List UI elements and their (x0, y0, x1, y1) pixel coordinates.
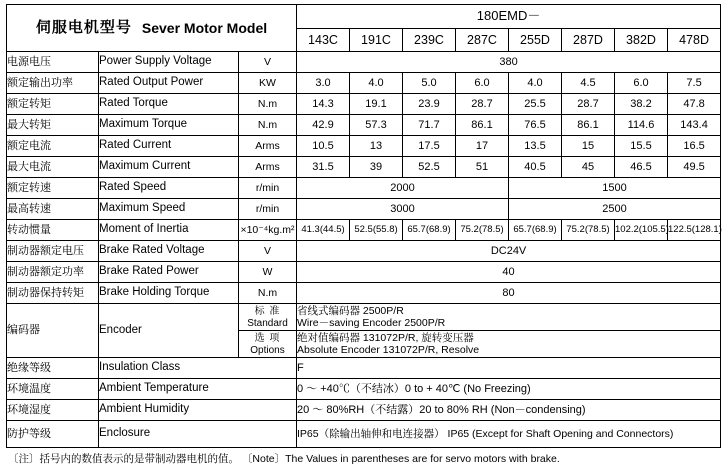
cell-value-group-d: 2500 (509, 199, 721, 220)
cell-value: 65.7(68.9) (403, 220, 456, 241)
row-label-cn: 额定转矩 (7, 94, 99, 115)
row-unit: r/min (239, 178, 297, 199)
cell-value: 28.7 (562, 94, 615, 115)
cell-value: 102.2(105.5) (615, 220, 668, 241)
encoder-standard-value-en: Wire－saving Encoder 2500P/R (297, 317, 446, 329)
cell-value: 17 (456, 136, 509, 157)
cell-value: 14.3 (297, 94, 350, 115)
table-row (7, 220, 721, 241)
table-row (7, 379, 721, 400)
row-unit: N.m (239, 94, 297, 115)
cell-value: 4.0 (350, 73, 403, 94)
row-label-en: Rated Torque (99, 94, 239, 115)
encoder-options-value-cn: 绝对值编码器 131072P/R, 旋转变压器 (297, 331, 474, 344)
row-label-cn: 转动惯量 (7, 220, 99, 241)
cell-value: 71.7 (403, 115, 456, 136)
row-label-en: Power Supply Voltage (99, 52, 239, 73)
row-value-en: 20 to 80% RH (Non－condensing) (419, 403, 586, 416)
row-label-cn: 额定输出功率 (7, 73, 99, 94)
table-row (7, 199, 721, 220)
row-label-cn: 制动器额定电压 (7, 241, 99, 262)
cell-value: 28.7 (456, 94, 509, 115)
cell-value: 4.5 (562, 73, 615, 94)
row-label-cn: 制动器保持转矩 (7, 283, 99, 304)
table-row (7, 157, 721, 178)
row-value-cn: 0 ～ +40℃（不结冰） (297, 382, 405, 395)
cell-value: 6.0 (456, 73, 509, 94)
row-label-cn: 环境湿度 (7, 400, 99, 421)
table-row (7, 136, 721, 157)
column-header-0: 143C (297, 29, 350, 52)
cell-value: 86.1 (562, 115, 615, 136)
row-unit: KW (239, 73, 297, 94)
row-value-span: 380 (297, 52, 721, 73)
encoder-options-value-en: Absolute Encoder 131072P/R, Resolve (297, 344, 480, 356)
header-title-cn: 伺服电机型号 (35, 19, 132, 37)
row-label-en: Brake Rated Voltage (99, 241, 239, 262)
cell-value: 38.2 (615, 94, 668, 115)
motor-spec-table (6, 4, 721, 448)
row-unit: V (239, 241, 297, 262)
table-row-encoder-standard (7, 304, 721, 331)
footnote: 〔注〕括号内的数值表示的是带制动器电机的值。 〔Note〕The Values in parentheses are for servo motors with brake. (8, 453, 560, 465)
cell-value: 47.8 (668, 94, 721, 115)
row-unit: r/min (239, 199, 297, 220)
row-label-cn: 电源电压 (7, 52, 99, 73)
cell-value: 16.5 (668, 136, 721, 157)
column-header-1: 191C (350, 29, 403, 52)
row-label-cn: 额定转速 (7, 178, 99, 199)
cell-value: 39 (350, 157, 403, 178)
cell-value: 3.0 (297, 73, 350, 94)
cell-value: 57.3 (350, 115, 403, 136)
column-header-2: 239C (403, 29, 456, 52)
encoder-options-value (297, 331, 721, 358)
encoder-label-cn: 编码器 (7, 304, 99, 358)
row-unit: W (239, 262, 297, 283)
cell-value: 76.5 (509, 115, 562, 136)
cell-value: 52.5 (403, 157, 456, 178)
cell-value: 49.5 (668, 157, 721, 178)
cell-value: 15 (562, 136, 615, 157)
cell-value: 41.3(44.5) (297, 220, 350, 241)
cell-value: 143.4 (668, 115, 721, 136)
row-value-en: 0 to + 40℃ (No Freezing) (404, 382, 531, 395)
encoder-option-label-standard (239, 304, 297, 331)
table-row (7, 94, 721, 115)
row-label-en: Brake Rated Power (99, 262, 239, 283)
cell-value: 5.0 (403, 73, 456, 94)
cell-value-group-c: 2000 (297, 178, 509, 199)
encoder-standard-label-en: Standard (247, 318, 288, 329)
header-title-cell (7, 5, 297, 52)
row-value: F (297, 358, 721, 379)
column-header-5: 287D (562, 29, 615, 52)
row-unit: N.m (239, 283, 297, 304)
cell-value: 75.2(78.5) (456, 220, 509, 241)
cell-value: 13 (350, 136, 403, 157)
row-unit: N.m (239, 115, 297, 136)
cell-value-group-d: 1500 (509, 178, 721, 199)
cell-value: 17.5 (403, 136, 456, 157)
row-label-en: Rated Current (99, 136, 239, 157)
cell-value: 75.2(78.5) (562, 220, 615, 241)
header-model-group: 180EMD－ (297, 5, 721, 29)
cell-value: 25.5 (509, 94, 562, 115)
cell-value: 6.0 (615, 73, 668, 94)
row-label-en: Rated Output Power (99, 73, 239, 94)
cell-value: 13.5 (509, 136, 562, 157)
table-row (7, 178, 721, 199)
row-label-en: Enclosure (99, 421, 297, 448)
cell-value: 46.5 (615, 157, 668, 178)
row-label-cn: 额定电流 (7, 136, 99, 157)
column-header-4: 255D (509, 29, 562, 52)
row-label-en: Ambient Temperature (99, 379, 297, 400)
table-row (7, 421, 721, 448)
row-unit: V (239, 52, 297, 73)
row-label-en: Maximum Torque (99, 115, 239, 136)
column-header-3: 287C (456, 29, 509, 52)
row-label-en: Insulation Class (99, 358, 297, 379)
cell-value: 65.7(68.9) (509, 220, 562, 241)
cell-value-group-c: 3000 (297, 199, 509, 220)
table-header-row-model (7, 5, 721, 29)
cell-value: 7.5 (668, 73, 721, 94)
row-label-cn: 最大电流 (7, 157, 99, 178)
row-label-en: Maximum Current (99, 157, 239, 178)
row-label-cn: 最高转速 (7, 199, 99, 220)
encoder-label-en: Encoder (99, 304, 239, 358)
column-header-7: 478D (668, 29, 721, 52)
row-label-en: Brake Holding Torque (99, 283, 239, 304)
cell-value: 114.6 (615, 115, 668, 136)
encoder-standard-value (297, 304, 721, 331)
table-row (7, 115, 721, 136)
cell-value: 4.0 (509, 73, 562, 94)
cell-value: 86.1 (456, 115, 509, 136)
cell-value: 42.9 (297, 115, 350, 136)
row-value-en: IP65 (Except for Shaft Opening and Connectors) (447, 427, 674, 440)
row-value (297, 421, 721, 448)
column-header-6: 382D (615, 29, 668, 52)
row-value-span: DC24V (297, 241, 721, 262)
row-label-cn: 防护等级 (7, 421, 99, 448)
encoder-options-label-en: Options (250, 345, 285, 356)
cell-value: 52.5(55.8) (350, 220, 403, 241)
cell-value: 40.5 (509, 157, 562, 178)
cell-value: 19.1 (350, 94, 403, 115)
row-unit: Arms (239, 157, 297, 178)
table-row (7, 400, 721, 421)
table-row (7, 241, 721, 262)
encoder-options-label-cn: 选 项 (254, 332, 281, 344)
encoder-standard-value-cn: 省线式编码器 2500P/R (297, 304, 404, 317)
row-value-cn: 20 ～ 80%RH（不结露） (297, 403, 420, 416)
encoder-option-label-options (239, 331, 297, 358)
row-value-span: 40 (297, 262, 721, 283)
row-label-en: Moment of Inertia (99, 220, 239, 241)
table-row (7, 73, 721, 94)
cell-value: 23.9 (403, 94, 456, 115)
row-value-cn: IP65（除输出轴伸和电连接器） (297, 427, 445, 440)
row-label-cn: 绝缘等级 (7, 358, 99, 379)
table-row (7, 262, 721, 283)
row-label-cn: 制动器额定功率 (7, 262, 99, 283)
row-label-en: Ambient Humidity (99, 400, 297, 421)
row-label-cn: 最大转矩 (7, 115, 99, 136)
cell-value: 45 (562, 157, 615, 178)
cell-value: 122.5(128.1) (668, 220, 721, 241)
row-value (297, 379, 721, 400)
cell-value: 10.5 (297, 136, 350, 157)
row-label-cn: 环境温度 (7, 379, 99, 400)
header-title-en: Sever Motor Model (141, 19, 268, 36)
row-unit: Arms (239, 136, 297, 157)
table-row (7, 358, 721, 379)
row-value-span: 80 (297, 283, 721, 304)
cell-value: 51 (456, 157, 509, 178)
cell-value: 15.5 (615, 136, 668, 157)
cell-value: 31.5 (297, 157, 350, 178)
table-row (7, 283, 721, 304)
table-row (7, 52, 721, 73)
row-value (297, 400, 721, 421)
encoder-standard-label-cn: 标 准 (254, 305, 281, 317)
row-label-en: Maximum Speed (99, 199, 239, 220)
row-label-en: Rated Speed (99, 178, 239, 199)
row-unit: ×10⁻⁴kg.m² (239, 220, 297, 241)
